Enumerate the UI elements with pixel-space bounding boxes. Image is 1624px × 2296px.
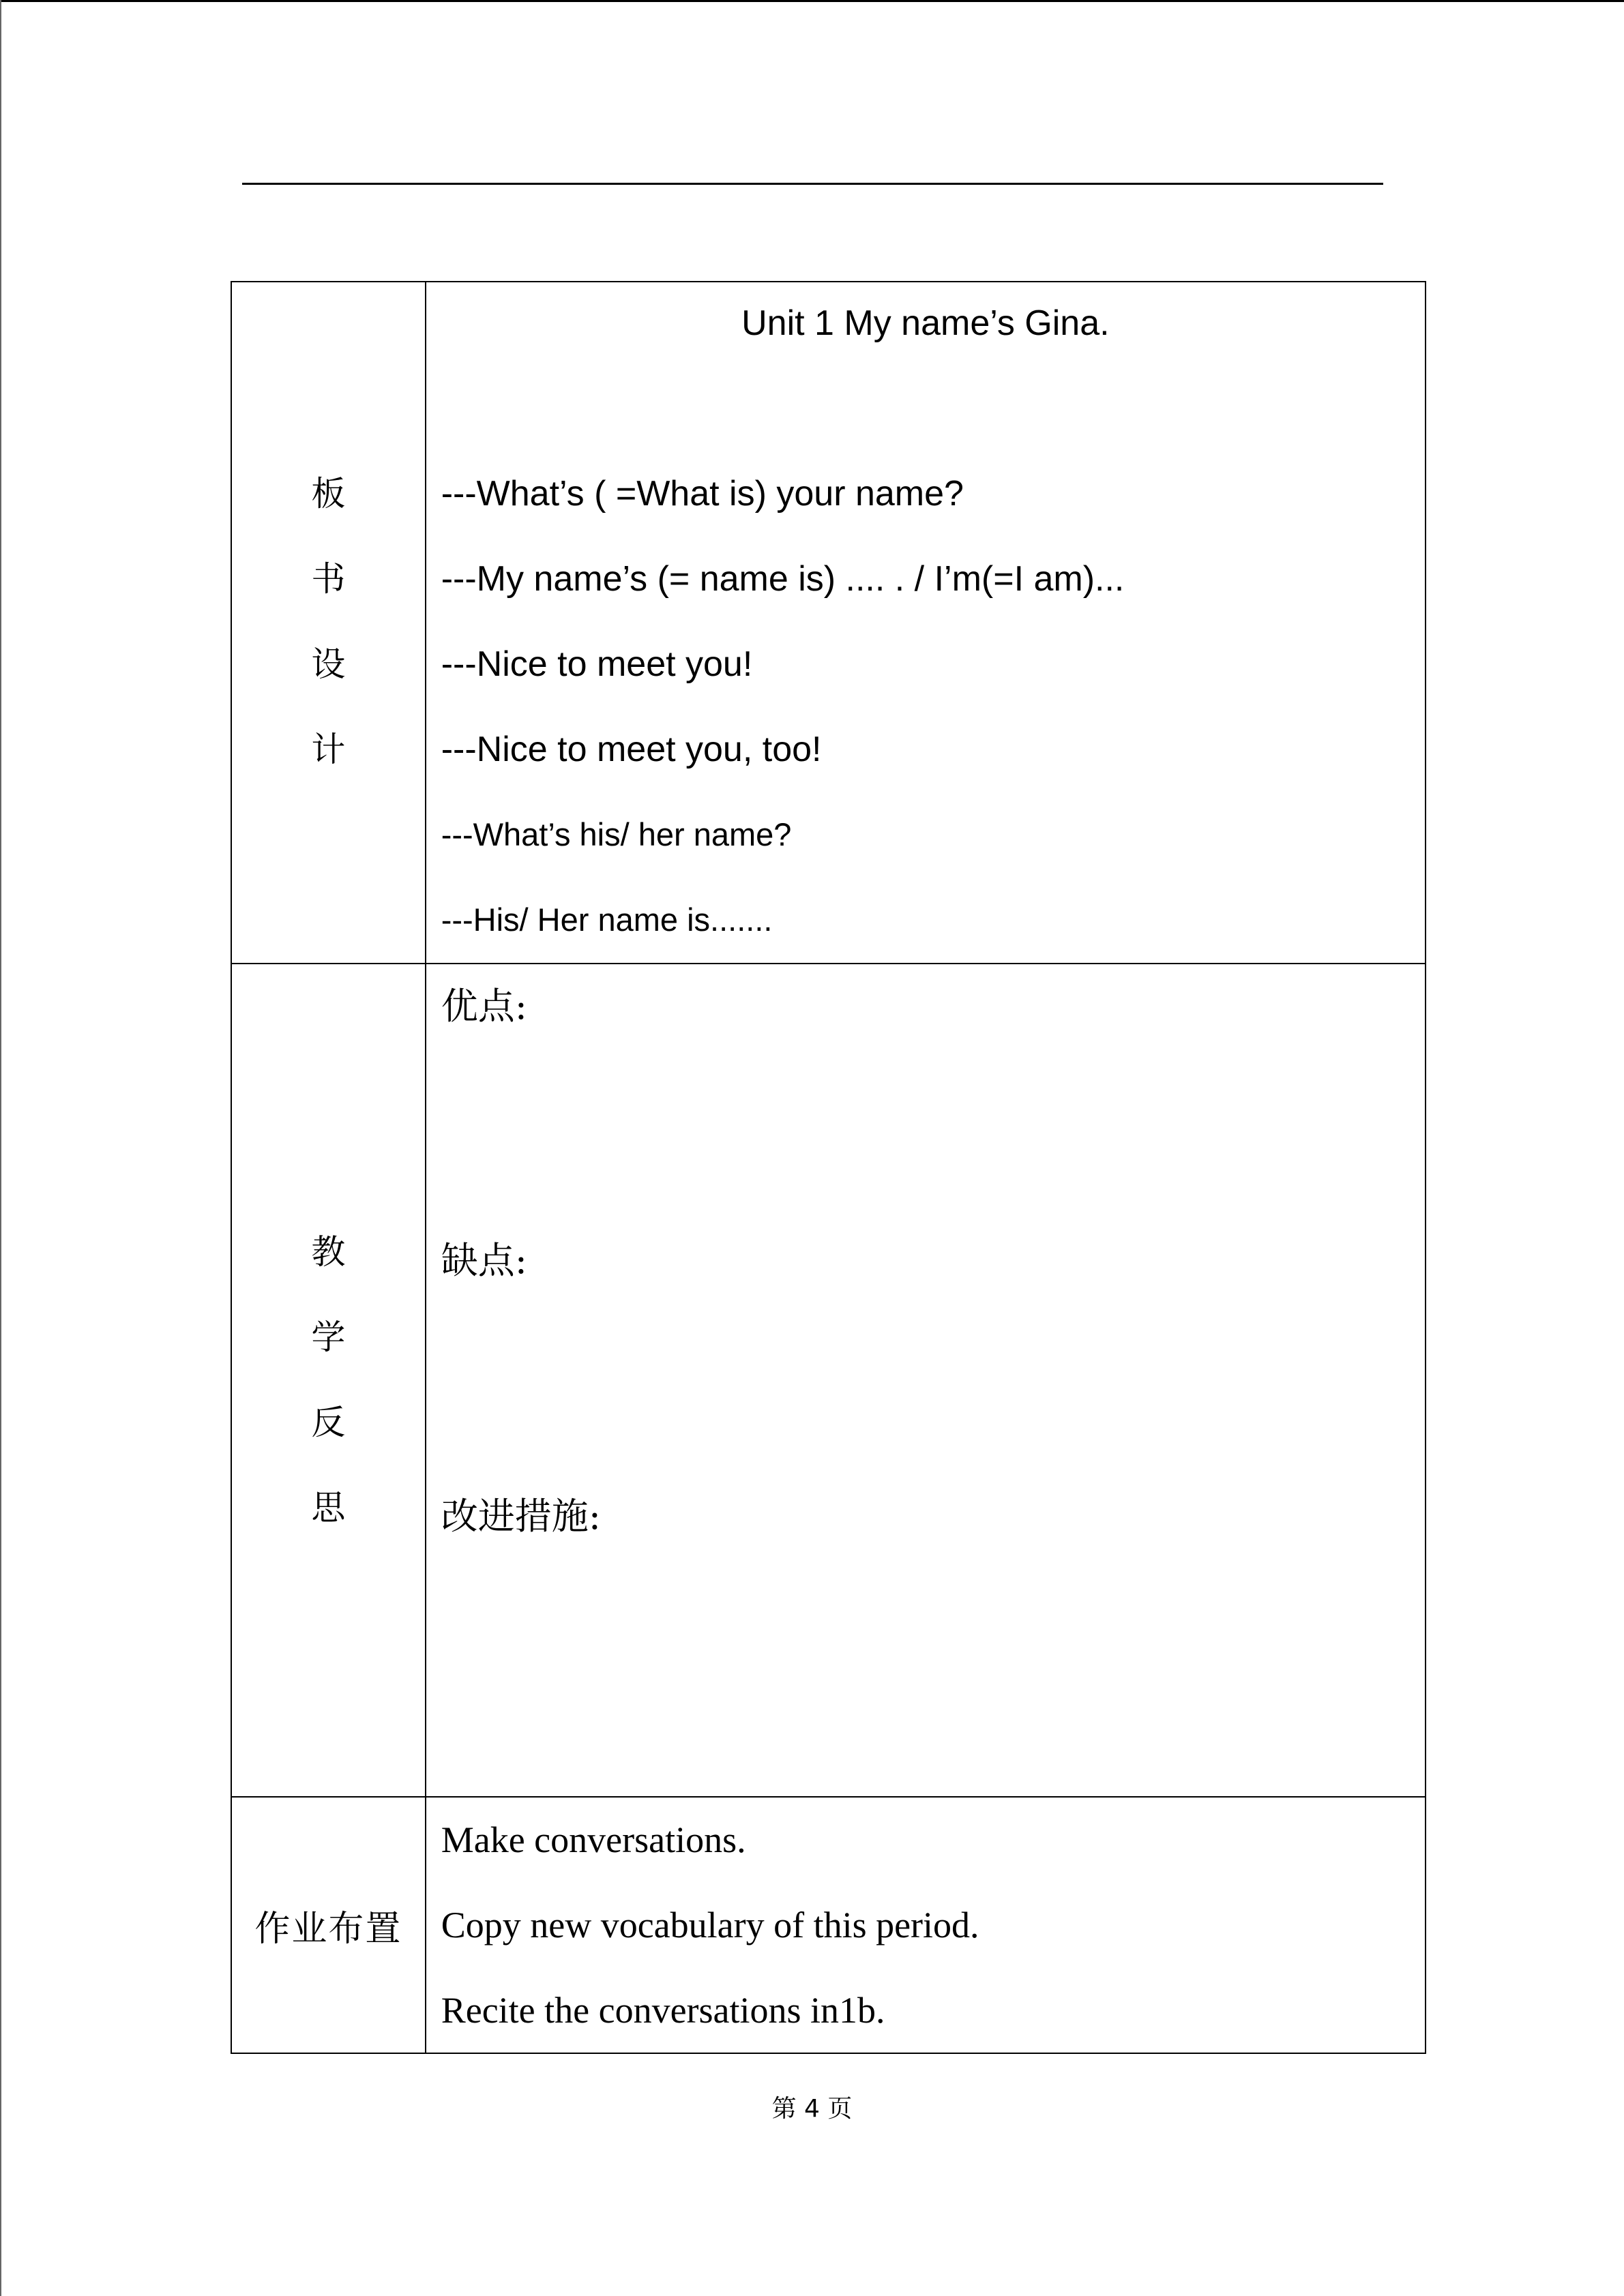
page-border-top [0,0,1624,2]
weaknesses-label: 缺点: [441,1239,527,1282]
board-label-char-3: 设 [311,644,346,684]
reflection-content-cell [426,964,1426,1797]
homework-item-3: Recite the conversations in1b. [441,1990,885,2031]
board-line-3: ---Nice to meet you! [441,644,753,684]
header-rule [242,183,1383,185]
board-design-label-cell [231,282,426,964]
board-line-1: ---What’s ( =What is) your name? [441,474,964,513]
page-number: 第 4 页 [771,2095,853,2123]
board-title: Unit 1 My name’s Gina. [741,303,1110,343]
reflection-label-char-2: 学 [311,1317,346,1357]
board-label-char-4: 计 [311,730,346,769]
reflection-row [231,964,1426,1797]
homework-item-1: Make conversations. [441,1819,746,1860]
board-label-char-1: 板 [311,474,346,513]
homework-content-cell [426,1797,1426,2053]
homework-row [231,1797,1426,2053]
lesson-plan-table [231,281,1426,2054]
strengths-label: 优点: [441,985,527,1028]
homework-label: 作业布置 [254,1908,402,1950]
improvements-label: 改进措施: [441,1495,601,1538]
homework-item-2: Copy new vocabulary of this period. [441,1905,979,1945]
board-line-6: ---His/ Her name is....... [441,901,773,938]
reflection-label-char-1: 教 [311,1232,346,1272]
board-design-content-cell [426,282,1426,964]
board-line-2: ---My name’s (= name is) .... . / I’m(=I am)... [441,559,1125,599]
board-line-4: ---Nice to meet you, too! [441,730,822,769]
page-border-left [0,0,1,2296]
homework-label-cell [231,1797,426,2053]
reflection-label-cell [231,964,426,1797]
reflection-label-char-3: 反 [311,1403,346,1442]
board-design-row [231,282,1426,964]
reflection-label-char-4: 思 [311,1488,346,1527]
board-label-char-2: 书 [311,559,346,599]
board-line-5: ---What’s his/ her name? [441,816,792,852]
